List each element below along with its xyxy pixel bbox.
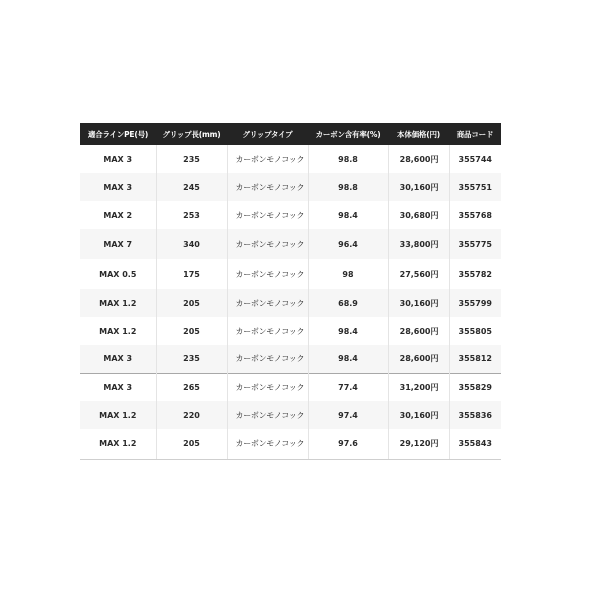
header-row bbox=[80, 123, 501, 145]
cell-carbon-content: 98.8 bbox=[308, 145, 388, 173]
cell-price: 30,160円 bbox=[388, 401, 449, 429]
table-row bbox=[80, 229, 501, 259]
cell-line-pe: MAX 3 bbox=[80, 173, 156, 201]
cell-line-pe: MAX 0.5 bbox=[80, 259, 156, 289]
table-row bbox=[80, 317, 501, 345]
cell-carbon-content: 98.4 bbox=[308, 345, 388, 373]
cell-grip-length: 205 bbox=[156, 317, 227, 345]
cell-carbon-content: 77.4 bbox=[308, 373, 388, 401]
cell-grip-type: カーボンモノコック bbox=[227, 145, 308, 173]
cell-price: 30,160円 bbox=[388, 289, 449, 317]
cell-product-code: 355751 bbox=[458, 182, 492, 192]
cell-grip-length: 205 bbox=[156, 289, 227, 317]
cell-grip-length: 340 bbox=[156, 229, 227, 259]
table-row bbox=[80, 401, 501, 429]
cell-grip-type: カーボンモノコック bbox=[227, 401, 308, 429]
cell-line-pe: MAX 1.2 bbox=[80, 429, 156, 459]
cell-price: 27,560円 bbox=[388, 259, 449, 289]
spec-table-body bbox=[80, 145, 501, 459]
cell-grip-type: カーボンモノコック bbox=[227, 201, 308, 229]
cell-grip-type: カーボンモノコック bbox=[227, 317, 308, 345]
cell-carbon-content: 96.4 bbox=[308, 229, 388, 259]
cell-carbon-content: 98.4 bbox=[308, 201, 388, 229]
cell-grip-length: 205 bbox=[156, 429, 227, 459]
cell-price: 29,120円 bbox=[388, 429, 449, 459]
cell-line-pe: MAX 2 bbox=[80, 201, 156, 229]
cell-line-pe: MAX 1.2 bbox=[80, 317, 156, 345]
cell-line-pe: MAX 3 bbox=[80, 145, 156, 173]
cell-grip-type: カーボンモノコック bbox=[227, 259, 308, 289]
cell-product-code: 355829 bbox=[449, 373, 501, 401]
table-row bbox=[80, 259, 501, 289]
cell-product-code: 355812 bbox=[458, 354, 492, 364]
header-product-code: 商品コード bbox=[449, 123, 501, 145]
cell-product-code: 355836 bbox=[458, 410, 492, 420]
cell-grip-length: 253 bbox=[156, 201, 227, 229]
header-line-pe: 適合ラインPE(号) bbox=[80, 123, 156, 145]
cell-grip-type: カーボンモノコック bbox=[227, 173, 308, 201]
cell-product-code: 355843 bbox=[449, 429, 501, 459]
cell-grip-length: 235 bbox=[156, 145, 227, 173]
cell-carbon-content: 98.8 bbox=[308, 173, 388, 201]
cell-price: 28,600円 bbox=[388, 145, 449, 173]
cell-grip-length: 175 bbox=[156, 259, 227, 289]
table-row bbox=[80, 345, 501, 373]
cell-carbon-content: 98 bbox=[308, 259, 388, 289]
cell-product-code: 355805 bbox=[458, 326, 492, 336]
cell-price: 31,200円 bbox=[388, 373, 449, 401]
cell-line-pe: MAX 3 bbox=[80, 345, 156, 373]
header-grip-type: グリップタイプ bbox=[227, 123, 308, 145]
table-row bbox=[80, 145, 501, 173]
cell-product-code: 355799 bbox=[458, 298, 492, 308]
spec-table bbox=[80, 123, 501, 460]
cell-line-pe: MAX 1.2 bbox=[80, 401, 156, 429]
cell-carbon-content: 98.4 bbox=[308, 317, 388, 345]
cell-price: 30,160円 bbox=[388, 173, 449, 201]
cell-line-pe: MAX 7 bbox=[80, 229, 156, 259]
cell-carbon-content: 97.6 bbox=[308, 429, 388, 459]
cell-grip-length: 235 bbox=[156, 345, 227, 373]
cell-grip-length: 245 bbox=[156, 173, 227, 201]
cell-grip-type: カーボンモノコック bbox=[227, 229, 308, 259]
cell-grip-type: カーボンモノコック bbox=[227, 289, 308, 317]
cell-price: 28,600円 bbox=[388, 345, 449, 373]
cell-product-code: 355782 bbox=[458, 269, 492, 279]
cell-price: 33,800円 bbox=[388, 229, 449, 259]
table-row bbox=[80, 373, 501, 401]
header-price: 本体価格(円) bbox=[388, 123, 449, 145]
cell-product-code: 355768 bbox=[458, 210, 492, 220]
cell-grip-type: カーボンモノコック bbox=[227, 373, 308, 401]
cell-product-code: 355744 bbox=[458, 154, 492, 164]
cell-carbon-content: 97.4 bbox=[308, 401, 388, 429]
spec-table-header bbox=[80, 123, 501, 145]
table-row bbox=[80, 201, 501, 229]
table-row bbox=[80, 429, 501, 459]
header-carbon-content: カーボン含有率(%) bbox=[308, 123, 388, 145]
header-grip-length: グリップ長(mm) bbox=[156, 123, 227, 145]
table-row bbox=[80, 289, 501, 317]
cell-line-pe: MAX 1.2 bbox=[80, 289, 156, 317]
cell-line-pe: MAX 3 bbox=[80, 373, 156, 401]
cell-grip-type: カーボンモノコック bbox=[227, 429, 308, 459]
cell-grip-length: 220 bbox=[156, 401, 227, 429]
cell-grip-length: 265 bbox=[156, 373, 227, 401]
cell-price: 28,600円 bbox=[388, 317, 449, 345]
cell-product-code: 355775 bbox=[458, 239, 492, 249]
cell-grip-type: カーボンモノコック bbox=[227, 345, 308, 373]
table-row bbox=[80, 173, 501, 201]
cell-price: 30,680円 bbox=[388, 201, 449, 229]
cell-carbon-content: 68.9 bbox=[308, 289, 388, 317]
